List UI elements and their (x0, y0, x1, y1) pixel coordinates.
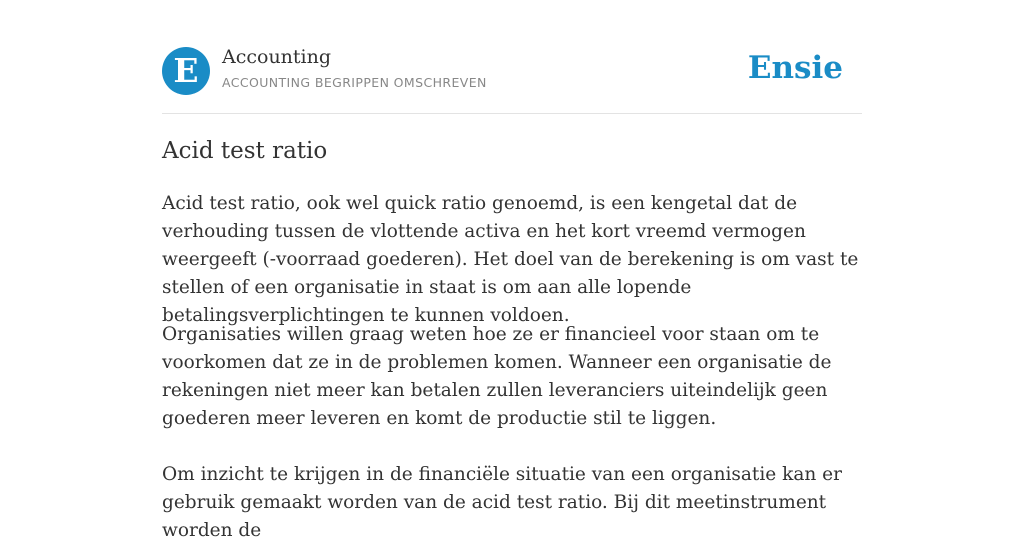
category-title-link[interactable]: Accounting (222, 46, 332, 68)
article-title: Acid test ratio (162, 138, 328, 164)
article-paragraph: Organisaties willen graag weten hoe ze er financieel voor staan om te voorkomen dat ze in de problemen komen. Wanneer een organisatie de rekeningen niet meer kan betalen zullen leveranciers uiteindelijk geen goederen meer leveren en komt de productie stil te liggen. (162, 324, 832, 429)
site-header (162, 0, 862, 114)
category-subtitle: ACCOUNTING BEGRIPPEN OMSCHREVEN (222, 75, 487, 90)
article-paragraph: Acid test ratio, ook wel quick ratio genoemd, is een kengetal dat de verhouding tussen de vlottende activa en het kort vreemd vermogen weergeeft (-voorraad goederen). Het doel van de berekening is om vast te stellen of een organisatie in staat is om aan alle lopende betalingsverplichtingen te kunnen voldoen. (162, 193, 859, 326)
ensie-logo-icon[interactable]: E (162, 47, 210, 95)
content-container (162, 0, 862, 541)
ensie-brand-link[interactable]: Ensie (747, 50, 843, 86)
article-paragraph: Om inzicht te krijgen in de financiële situatie van een organisatie kan er gebruik gemaakt worden van de acid test ratio. Bij dit meetinstrument worden de (162, 464, 842, 541)
